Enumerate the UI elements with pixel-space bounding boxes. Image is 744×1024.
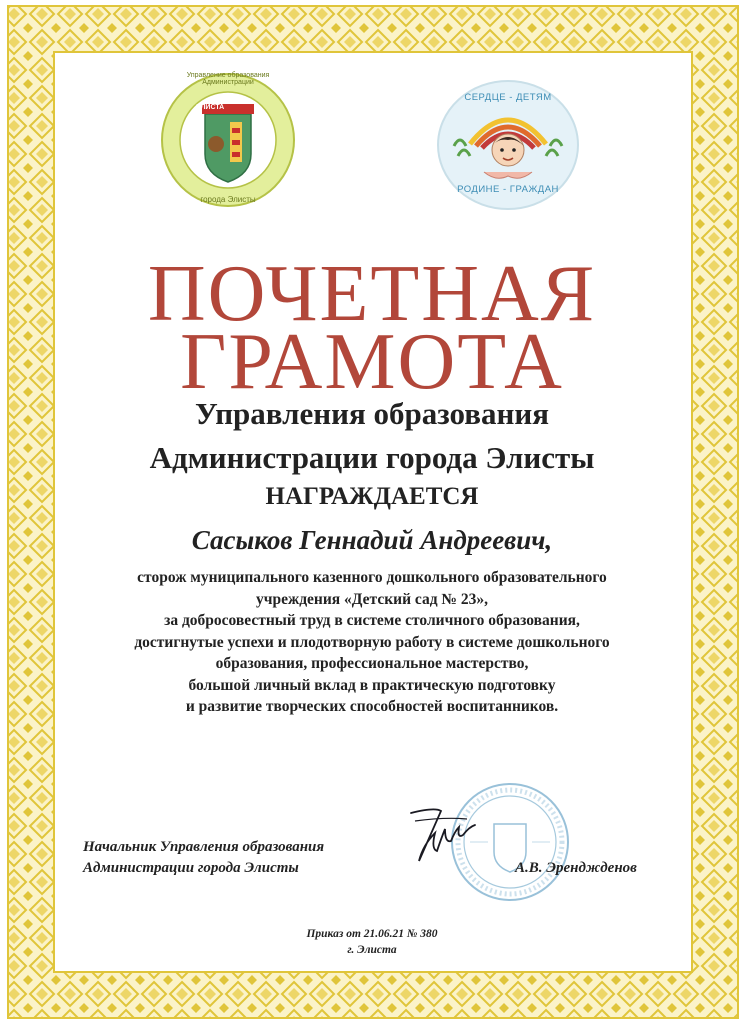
description-line: сторож муниципального казенного дошкольного образовательного <box>137 569 607 586</box>
awarded-label: НАГРАЖДАЕТСЯ <box>265 483 479 510</box>
issue-city: г. Элиста <box>347 944 397 956</box>
emblem-bottom-text: РОДИНЕ - ГРАЖДАН <box>457 184 559 195</box>
order-reference: Приказ от 21.06.21 № 380 <box>306 928 438 940</box>
emblem-ring-text: Управление образования Администрации <box>186 72 270 86</box>
emblem-ring-bottom-text: города Элисты <box>200 195 256 204</box>
certificate-title-line2: ГРАМОТА <box>180 318 564 406</box>
emblem-banner-text: ЭЛИСТА <box>195 104 225 111</box>
handwritten-signature <box>405 805 485 867</box>
issuer-line1: Управления образования <box>194 396 550 431</box>
signatory-position-line1: Начальник Управления образования <box>83 839 325 855</box>
recipient-name: Сасыков Геннадий Андреевич, <box>191 525 553 555</box>
signatory-name: А.В. Эренджденов <box>515 860 637 876</box>
issuer-line2: Администрации города Элисты <box>149 440 595 475</box>
description-line: и развитие творческих способностей воспитанников. <box>185 698 559 715</box>
certificate-title-line1: ПОЧЕТНАЯ <box>147 250 597 338</box>
description-line: большой личный вклад в практическую подготовку <box>188 676 556 694</box>
education-department-emblem <box>158 70 298 210</box>
description-line: за добросовестный труд в системе столичного образования, <box>164 612 580 629</box>
description-line: учреждения «Детский сад № 23», <box>255 590 488 608</box>
description-line: образования, профессиональное мастерство, <box>215 655 529 672</box>
emblem-top-text: СЕРДЦЕ - ДЕТЯМ <box>464 92 552 103</box>
signatory-position-line2: Администрации города Элисты <box>83 860 299 876</box>
description-line: достигнутые успехи и плодотворную работу в системе дошкольного <box>134 633 610 651</box>
award-description <box>80 567 664 718</box>
